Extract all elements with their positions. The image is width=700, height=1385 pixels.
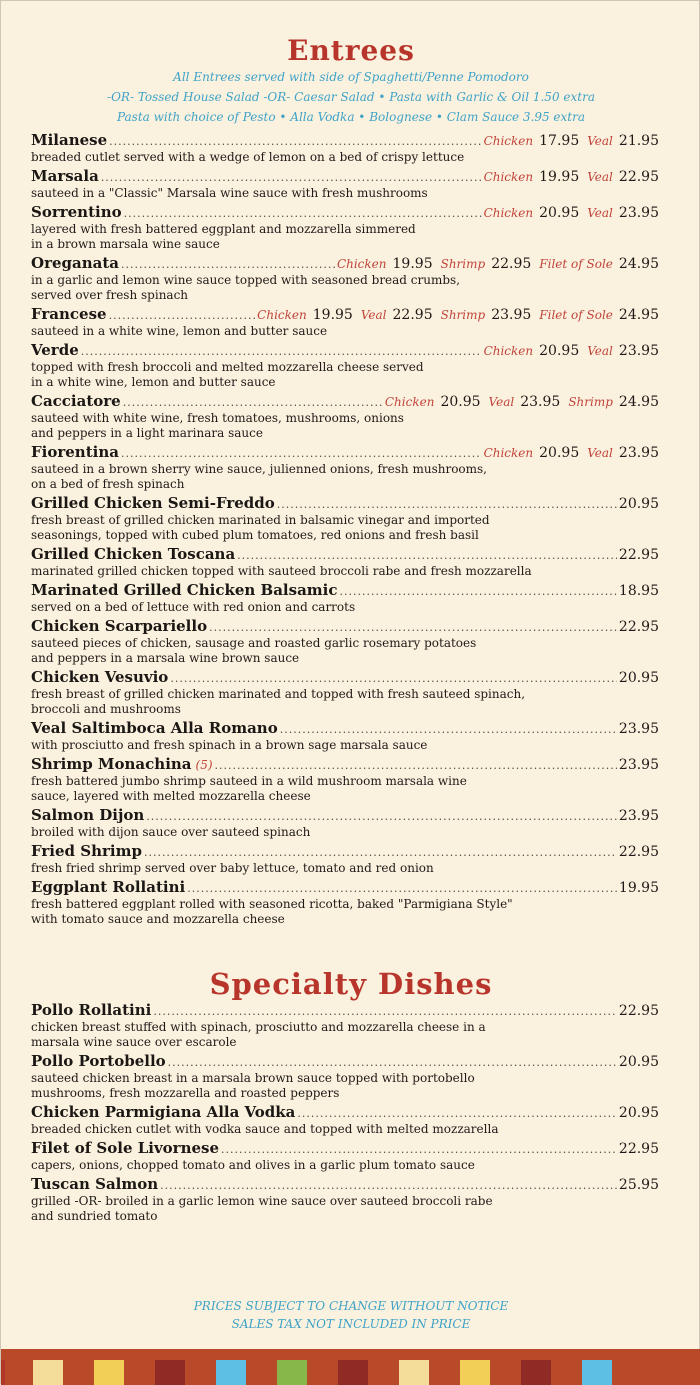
price-label: Chicken (483, 170, 534, 184)
dot-leader (237, 546, 617, 564)
dot-leader (209, 618, 617, 636)
price-label: Shrimp (440, 308, 486, 322)
menu-item-name: Pollo Portobello (31, 1052, 166, 1070)
menu-item (31, 1051, 659, 1102)
price-value: 22.95 (618, 1003, 659, 1019)
entrees-subtitle (1, 67, 700, 127)
dot-leader (297, 1104, 617, 1122)
decorative-square (521, 1360, 551, 1385)
menu-item-prices (619, 1175, 659, 1194)
price-label: Chicken (483, 134, 534, 148)
menu-item-prices (619, 1139, 659, 1158)
menu-item-name: Grilled Chicken Semi-Freddo (31, 494, 275, 512)
menu-item (31, 202, 659, 253)
menu-item (31, 718, 659, 754)
menu-item-header (31, 1051, 659, 1071)
price-value: 17.95 (539, 133, 580, 149)
menu-item (31, 1174, 659, 1225)
price-value: 20.95 (539, 445, 580, 461)
entrees-list (31, 130, 659, 928)
price-value: 20.95 (539, 343, 580, 359)
menu-item (31, 442, 659, 493)
price-label: Chicken (483, 446, 534, 460)
price-value: 18.95 (618, 583, 659, 599)
dot-leader (160, 1176, 617, 1194)
menu-item-header (31, 202, 659, 222)
price-value: 20.95 (539, 205, 580, 221)
menu-item-prices (619, 878, 659, 897)
price-value: 22.95 (618, 844, 659, 860)
price-value: 24.95 (618, 256, 659, 272)
menu-item-description: grilled -OR- broiled in a garlic lemon wine sauce over sauteed broccoli rabe and sundried tomato (31, 1194, 493, 1223)
menu-item-header (31, 1000, 659, 1020)
dot-leader (153, 1002, 617, 1020)
footer-line-1: PRICES SUBJECT TO CHANGE WITHOUT NOTICE (193, 1299, 509, 1313)
decorative-square (399, 1360, 429, 1385)
menu-item-name: Veal Saltimboca Alla Romano (31, 719, 278, 737)
menu-item-prices (619, 1052, 659, 1071)
decorative-square (1, 1360, 5, 1385)
price-value: 22.95 (618, 619, 659, 635)
menu-item-prices (619, 1001, 659, 1020)
footer-line-2: SALES TAX NOT INCLUDED IN PRICE (231, 1317, 471, 1331)
menu-item-header (31, 1102, 659, 1122)
menu-item-description: served on a bed of lettuce with red onion and carrots (31, 600, 356, 614)
decorative-square (94, 1360, 124, 1385)
menu-item-name: Francese (31, 305, 107, 323)
dot-leader (168, 1053, 617, 1071)
price-value: 20.95 (618, 1054, 659, 1070)
menu-item-prices (619, 494, 659, 513)
price-value: 19.95 (539, 169, 580, 185)
price-value: 23.95 (618, 205, 659, 221)
menu-item-name: Chicken Parmigiana Alla Vodka (31, 1103, 296, 1121)
menu-item-header (31, 1174, 659, 1194)
price-label: Shrimp (568, 395, 613, 409)
dot-leader (123, 393, 383, 411)
dot-leader (81, 342, 482, 360)
menu-item-name: Chicken Scarpariello (31, 617, 208, 635)
menu-item-prices (619, 1103, 659, 1122)
menu-item (31, 304, 659, 340)
dot-leader (170, 669, 617, 687)
menu-item-header (31, 493, 659, 513)
decorative-square (582, 1360, 612, 1385)
menu-item-prices (484, 167, 659, 186)
price-label: Veal (587, 446, 613, 460)
price-value: 23.95 (491, 307, 532, 323)
menu-item-description: layered with fresh battered eggplant and mozzarella simmered in a brown marsala wine sauce (31, 222, 416, 251)
price-value: 25.95 (618, 1177, 659, 1193)
price-value: 22.95 (618, 169, 659, 185)
menu-item-header (31, 130, 659, 150)
dot-leader (215, 756, 617, 774)
price-value: 22.95 (618, 547, 659, 563)
menu-item (31, 877, 659, 928)
menu-item (31, 805, 659, 841)
menu-item-prices (337, 254, 659, 273)
price-value: 20.95 (440, 394, 481, 410)
dot-leader (144, 843, 617, 861)
price-value: 20.95 (618, 1105, 659, 1121)
footer-notice (1, 1297, 700, 1333)
price-value: 23.95 (618, 808, 659, 824)
price-value: 23.95 (618, 757, 659, 773)
menu-item-prices (619, 668, 659, 687)
dot-leader (121, 255, 335, 273)
price-value: 23.95 (520, 394, 561, 410)
decorative-square (460, 1360, 490, 1385)
menu-item-name: Salmon Dijon (31, 806, 145, 824)
menu-item-header (31, 805, 659, 825)
menu-item-name: Marinated Grilled Chicken Balsamic (31, 581, 338, 599)
menu-item (31, 1102, 659, 1138)
menu-item-name: Milanese (31, 131, 108, 149)
price-value: 20.95 (618, 670, 659, 686)
menu-item (31, 616, 659, 667)
menu-item-description: sauteed in a brown sherry wine sauce, julienned onions, fresh mushrooms, on a bed of fresh spinach (31, 462, 487, 491)
menu-item-header (31, 667, 659, 687)
menu-item-header (31, 1138, 659, 1158)
menu-item-header (31, 580, 659, 600)
dot-leader (277, 495, 617, 513)
menu-item-name: Verde (31, 341, 79, 359)
menu-item-header (31, 544, 659, 564)
dot-leader (146, 807, 617, 825)
menu-item (31, 253, 659, 304)
price-label: Filet of Sole (539, 257, 613, 271)
dot-leader (280, 720, 617, 738)
menu-item-name: Fried Shrimp (31, 842, 142, 860)
menu-item-header (31, 340, 659, 360)
menu-item-header (31, 718, 659, 738)
price-label: Veal (587, 206, 613, 220)
decorative-square (277, 1360, 307, 1385)
price-value: 19.95 (312, 307, 353, 323)
menu-item (31, 667, 659, 718)
menu-item-prices (619, 545, 659, 564)
price-label: Veal (587, 170, 613, 184)
menu-item-prices (257, 305, 659, 324)
menu-item-name: Oreganata (31, 254, 119, 272)
price-value: 23.95 (618, 721, 659, 737)
menu-item-description: with prosciutto and fresh spinach in a brown sage marsala sauce (31, 738, 428, 752)
menu-item-prices (619, 581, 659, 600)
menu-item-name: Chicken Vesuvio (31, 668, 169, 686)
menu-item-prices (619, 806, 659, 825)
price-label: Chicken (336, 257, 387, 271)
price-value: 23.95 (618, 343, 659, 359)
menu-item-header (31, 166, 659, 186)
menu-item (31, 1000, 659, 1051)
dot-leader (124, 204, 482, 222)
subtitle-line-3: Pasta with choice of Pesto • Alla Vodka • Bolognese • Clam Sauce 3.95 extra (116, 110, 585, 124)
menu-item-description: fresh battered eggplant rolled with seasoned ricotta, baked "Parmigiana Style" with tomato sauce and mozzarella cheese (31, 897, 513, 926)
price-label: Veal (488, 395, 515, 409)
menu-item-prices (385, 392, 659, 411)
price-value: 24.95 (618, 307, 659, 323)
dot-leader (109, 132, 481, 150)
menu-item-header (31, 754, 659, 774)
menu-item-description: in a garlic and lemon wine sauce topped with seasoned bread crumbs, served over fresh spinach (31, 273, 461, 302)
menu-item (31, 340, 659, 391)
dot-leader (340, 582, 617, 600)
menu-item (31, 754, 659, 805)
dot-leader (101, 168, 482, 186)
menu-item-header (31, 391, 659, 411)
price-value: 22.95 (491, 256, 532, 272)
price-value: 24.95 (618, 394, 659, 410)
price-value: 23.95 (618, 445, 659, 461)
menu-item-prices (484, 131, 659, 150)
price-label: Chicken (384, 395, 435, 409)
menu-item-header (31, 841, 659, 861)
menu-item (31, 1138, 659, 1174)
price-label: Chicken (483, 206, 534, 220)
price-label: Chicken (483, 344, 534, 358)
menu-item-prices (484, 203, 659, 222)
menu-item (31, 841, 659, 877)
price-label: Veal (587, 134, 613, 148)
menu-item-description: chicken breast stuffed with spinach, prosciutto and mozzarella cheese in a marsala wine sauce over escarole (31, 1020, 486, 1049)
menu-item-name: Fiorentina (31, 443, 119, 461)
menu-item-description: breaded chicken cutlet with vodka sauce and topped with melted mozzarella (31, 1122, 499, 1136)
subtitle-line-1: All Entrees served with side of Spaghetti/Penne Pomodoro (173, 70, 529, 84)
entrees-heading: Entrees (287, 34, 415, 67)
dot-leader (109, 306, 256, 324)
menu-item-description: fresh breast of grilled chicken marinated and topped with fresh sauteed spinach, broccoli and mushrooms (31, 687, 526, 716)
menu-item-description: sauteed in a white wine, lemon and butter sauce (31, 324, 328, 338)
menu-item-description: fresh fried shrimp served over baby lettuce, tomato and red onion (31, 861, 434, 875)
price-value: 19.95 (618, 880, 659, 896)
price-value: 22.95 (392, 307, 433, 323)
price-label: Veal (587, 344, 613, 358)
price-value: 19.95 (392, 256, 433, 272)
menu-item-name: Filet of Sole Livornese (31, 1139, 220, 1157)
menu-item-prices (619, 842, 659, 861)
menu-item-header (31, 304, 659, 324)
menu-item (31, 580, 659, 616)
menu-item-name: Cacciatore (31, 392, 121, 410)
menu-item (31, 493, 659, 544)
menu-item-header (31, 877, 659, 897)
menu-item (31, 391, 659, 442)
menu-item-prices (484, 443, 659, 462)
specialty-heading: Specialty Dishes (209, 967, 493, 1001)
menu-item-prices (619, 719, 659, 738)
menu-item (31, 544, 659, 580)
menu-item-description: broiled with dijon sauce over sauteed spinach (31, 825, 311, 839)
menu-item-header (31, 616, 659, 636)
menu-item-prices (619, 755, 659, 774)
dot-leader (221, 1140, 617, 1158)
specialty-list (31, 1000, 659, 1225)
decorative-square (338, 1360, 368, 1385)
price-value: 22.95 (618, 1141, 659, 1157)
menu-item-name: Tuscan Salmon (31, 1175, 159, 1193)
price-label: Veal (360, 308, 387, 322)
menu-item-description: sauteed with white wine, fresh tomatoes, mushrooms, onions and peppers in a light marinara sauce (31, 411, 404, 440)
menu-item-description: sauteed chicken breast in a marsala brown sauce topped with portobello mushrooms, fresh mozzarella and roasted peppers (31, 1071, 475, 1100)
subtitle-line-2: -OR- Tossed House Salad -OR- Caesar Salad • Pasta with Garlic & Oil 1.50 extra (107, 90, 595, 104)
menu-item-description: capers, onions, chopped tomato and olives in a garlic plum tomato sauce (31, 1158, 475, 1172)
price-value: 20.95 (618, 496, 659, 512)
menu-item-header (31, 253, 659, 273)
menu-item-description: marinated grilled chicken topped with sauteed broccoli rabe and fresh mozzarella (31, 564, 532, 578)
menu-item-description: fresh battered jumbo shrimp sauteed in a wild mushroom marsala wine sauce, layered with melted mozzarella cheese (31, 774, 467, 803)
price-label: Shrimp (440, 257, 486, 271)
menu-item-name: Marsala (31, 167, 99, 185)
menu-item-tag: (5) (195, 758, 213, 772)
price-label: Filet of Sole (539, 308, 613, 322)
menu-item-name: Pollo Rollatini (31, 1001, 152, 1019)
decorative-square (33, 1360, 63, 1385)
menu-item (31, 166, 659, 202)
menu-item-name: Eggplant Rollatini (31, 878, 186, 896)
menu-item-description: topped with fresh broccoli and melted mozzarella cheese served in a white wine, lemon and butter sauce (31, 360, 424, 389)
menu-item-name: Grilled Chicken Toscana (31, 545, 236, 563)
menu-item-description: sauteed in a "Classic" Marsala wine sauce with fresh mushrooms (31, 186, 428, 200)
menu-item-prices (484, 341, 659, 360)
menu-item (31, 130, 659, 166)
menu-item-prices (619, 617, 659, 636)
price-value: 21.95 (618, 133, 659, 149)
menu-item-description: sauteed pieces of chicken, sausage and roasted garlic rosemary potatoes and peppers in a marsala wine brown sauce (31, 636, 477, 665)
menu-item-description: breaded cutlet served with a wedge of lemon on a bed of crispy lettuce (31, 150, 465, 164)
dot-leader (121, 444, 482, 462)
price-label: Chicken (257, 308, 307, 322)
decorative-color-band (1, 1349, 700, 1385)
decorative-square (155, 1360, 185, 1385)
menu-item-description: fresh breast of grilled chicken marinated in balsamic vinegar and imported seasonings, topped with cubed plum tomatoes, red onions and fresh basil (31, 513, 490, 542)
decorative-square (216, 1360, 246, 1385)
menu-item-header (31, 442, 659, 462)
menu-item-name: Shrimp Monachina (31, 755, 192, 773)
menu-item-name: Sorrentino (31, 203, 122, 221)
dot-leader (187, 879, 617, 897)
